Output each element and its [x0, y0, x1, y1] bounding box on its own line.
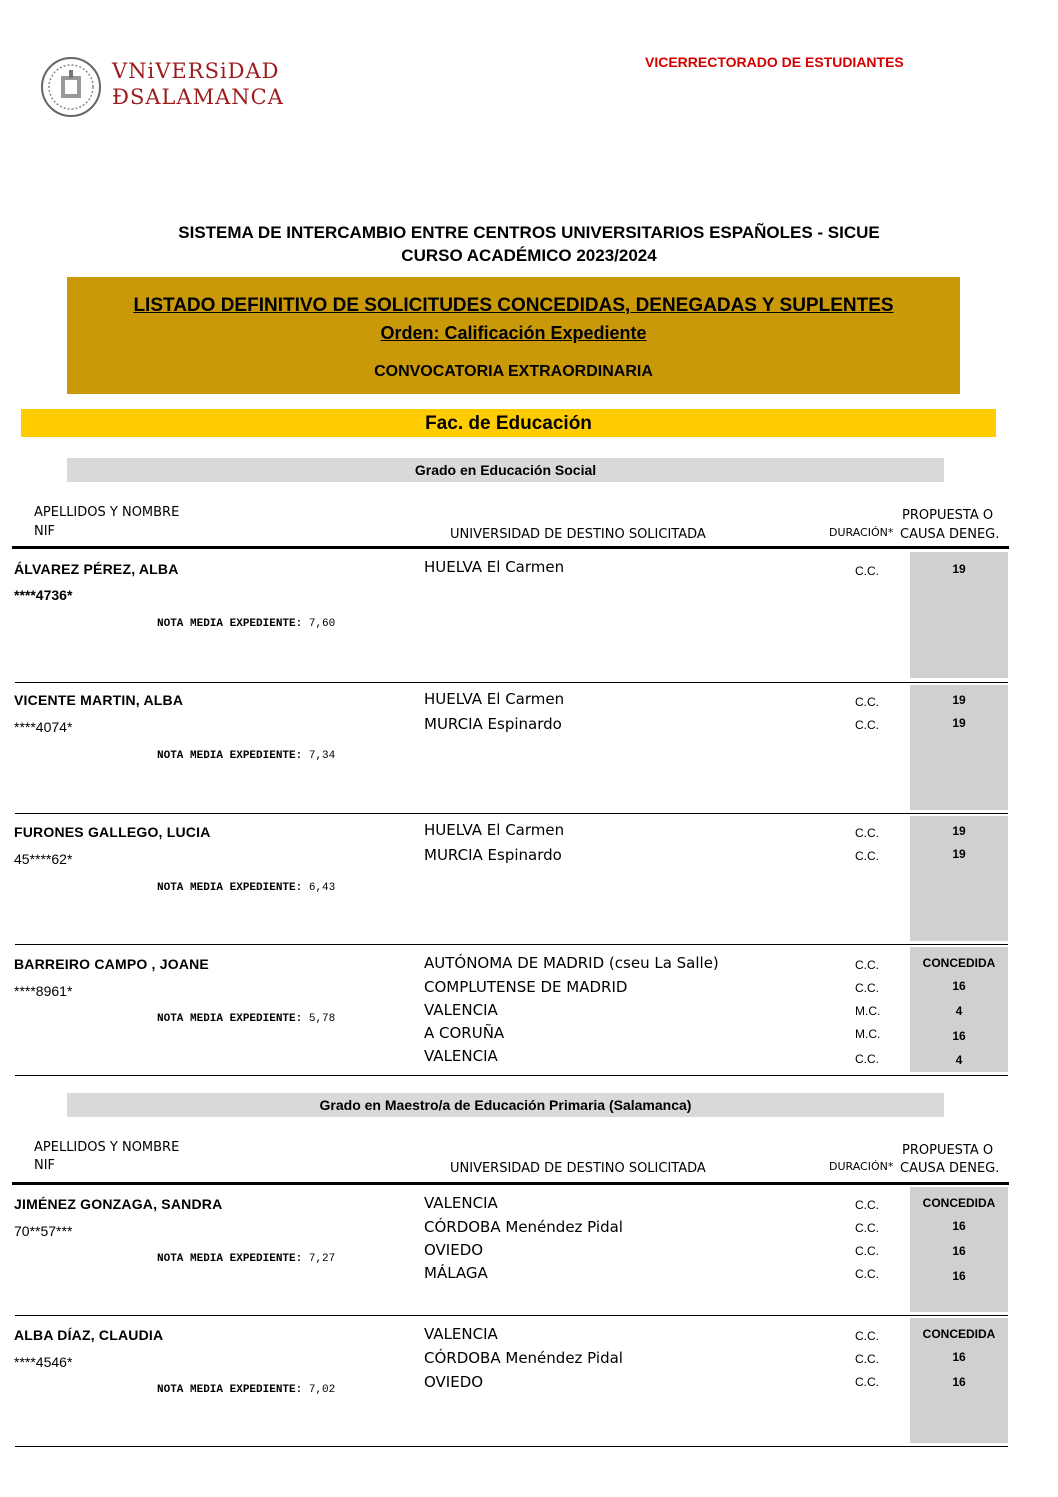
- destination: MURCIA Espinardo: [424, 715, 562, 733]
- destination: CÓRDOBA Menéndez Pidal: [424, 1349, 623, 1367]
- nota-label: NOTA MEDIA EXPEDIENTE:: [157, 1384, 303, 1396]
- nota-media: [157, 618, 335, 630]
- duration: C.C.: [855, 849, 879, 863]
- col-header-prop1: PROPUESTA O: [902, 508, 994, 523]
- student-nif: ****4736*: [14, 587, 73, 603]
- destination: CÓRDOBA Menéndez Pidal: [424, 1218, 623, 1236]
- proposal: 16: [952, 1375, 966, 1389]
- student-name: ALBA DÍAZ, CLAUDIA: [14, 1327, 164, 1343]
- destination: A CORUÑA: [424, 1024, 505, 1042]
- proposal: CONCEDIDA: [922, 1327, 996, 1341]
- student-name: JIMÉNEZ GONZAGA, SANDRA: [14, 1196, 223, 1212]
- proposal: 19: [952, 562, 966, 576]
- duration: C.C.: [855, 826, 879, 840]
- destination: HUELVA El Carmen: [424, 690, 565, 708]
- destination: VALENCIA: [424, 1194, 498, 1212]
- destination: OVIEDO: [424, 1373, 484, 1391]
- col-header-name: APELLIDOS Y NOMBRE: [34, 1140, 180, 1155]
- destination: MURCIA Espinardo: [424, 846, 562, 864]
- duration: M.C.: [855, 1027, 881, 1041]
- proposal: 16: [952, 1029, 966, 1043]
- col-header-dur: DURACIÓN*: [829, 1160, 894, 1173]
- faculty-bar: Fac. de Educación: [21, 409, 996, 437]
- header-divider: [12, 1182, 1009, 1185]
- logo-wordmark: [112, 58, 284, 110]
- col-header-name: APELLIDOS Y NOMBRE: [34, 505, 180, 520]
- student-nif: ****4074*: [14, 719, 73, 735]
- nota-label: NOTA MEDIA EXPEDIENTE:: [157, 750, 303, 762]
- nota-media: [157, 750, 335, 762]
- row-divider: [15, 1315, 1008, 1316]
- row-divider: [15, 813, 1008, 814]
- student-nif: ****4546*: [14, 1354, 73, 1370]
- duration: C.C.: [855, 695, 879, 709]
- destination: OVIEDO: [424, 1241, 484, 1259]
- col-header-dest: UNIVERSIDAD DE DESTINO SOLICITADA: [450, 527, 706, 542]
- banner-call: CONVOCATORIA EXTRAORDINARIA: [374, 363, 653, 380]
- student-name: BARREIRO CAMPO , JOANE: [14, 956, 209, 972]
- student-nif: ****8961*: [14, 983, 73, 999]
- destination: HUELVA El Carmen: [424, 821, 565, 839]
- nota-label: NOTA MEDIA EXPEDIENTE:: [157, 1013, 303, 1025]
- nota-value: 6,43: [308, 882, 336, 894]
- proposal: CONCEDIDA: [922, 1196, 996, 1210]
- course-title: CURSO ACADÉMICO 2023/2024: [401, 246, 657, 265]
- nota-media: [157, 882, 335, 894]
- vicerrectorado-label: VICERRECTORADO DE ESTUDIANTES: [645, 54, 904, 70]
- student-nif: 70**57***: [14, 1223, 73, 1239]
- student-name: FURONES GALLEGO, LUCIA: [14, 824, 211, 840]
- proposal: 4: [955, 1004, 963, 1018]
- logo-line2: ÐSALAMANCA: [112, 85, 284, 109]
- col-header-nif: NIF: [34, 524, 56, 539]
- duration: C.C.: [855, 1375, 879, 1389]
- proposal: 19: [952, 716, 966, 730]
- header-divider: [12, 546, 1009, 549]
- university-logo: [40, 52, 290, 118]
- duration: C.C.: [855, 718, 879, 732]
- destination: COMPLUTENSE DE MADRID: [424, 978, 628, 996]
- proposal: 16: [952, 1219, 966, 1233]
- row-divider: [15, 682, 1008, 683]
- nota-media: [157, 1253, 335, 1265]
- duration: C.C.: [855, 1352, 879, 1366]
- proposal: 16: [952, 1269, 966, 1283]
- student-nif: 45****62*: [14, 851, 73, 867]
- destination: VALENCIA: [424, 1047, 498, 1065]
- nota-value: 7,34: [308, 750, 336, 762]
- row-divider: [15, 944, 1008, 945]
- proposal: 16: [952, 979, 966, 993]
- banner-order: Orden: Calificación Expediente: [380, 323, 647, 343]
- duration: C.C.: [855, 564, 879, 578]
- destination: VALENCIA: [424, 1001, 498, 1019]
- proposal: 19: [952, 847, 966, 861]
- destination: HUELVA El Carmen: [424, 558, 565, 576]
- program-title: SISTEMA DE INTERCAMBIO ENTRE CENTROS UNIVERSITARIOS ESPAÑOLES - SICUE: [178, 223, 880, 242]
- col-header-prop2: CAUSA DENEG.: [900, 1161, 1000, 1176]
- nota-media: [157, 1384, 335, 1396]
- student-name: ÁLVAREZ PÉREZ, ALBA: [14, 561, 179, 577]
- col-header-dest: UNIVERSIDAD DE DESTINO SOLICITADA: [450, 1161, 706, 1176]
- proposal: 19: [952, 693, 966, 707]
- col-header-prop1: PROPUESTA O: [902, 1143, 994, 1158]
- student-name: VICENTE MARTIN, ALBA: [14, 692, 184, 708]
- duration: C.C.: [855, 1329, 879, 1343]
- destination: AUTÓNOMA DE MADRID (cseu La Salle): [424, 954, 719, 972]
- proposal: 19: [952, 824, 966, 838]
- row-divider: [15, 1446, 1008, 1447]
- col-header-dur: DURACIÓN*: [829, 526, 894, 539]
- duration: C.C.: [855, 958, 879, 972]
- banner-title: LISTADO DEFINITIVO DE SOLICITUDES CONCEDIDAS, DENEGADAS Y SUPLENTES: [133, 295, 894, 316]
- seal-icon: [40, 56, 102, 118]
- list-banner: [67, 277, 960, 394]
- duration: C.C.: [855, 1052, 879, 1066]
- proposal: 4: [955, 1053, 963, 1067]
- nota-value: 7,60: [308, 618, 336, 630]
- nota-media: [157, 1013, 335, 1025]
- destination: MÁLAGA: [424, 1264, 488, 1282]
- proposal: 16: [952, 1244, 966, 1258]
- nota-label: NOTA MEDIA EXPEDIENTE:: [157, 618, 303, 630]
- duration: C.C.: [855, 1198, 879, 1212]
- duration: M.C.: [855, 1004, 881, 1018]
- duration: C.C.: [855, 1267, 879, 1281]
- logo-line1: VNiVERSiDAD: [112, 59, 280, 83]
- duration: C.C.: [855, 1244, 879, 1258]
- col-header-nif: NIF: [34, 1158, 56, 1173]
- grado-title: Grado en Educación Social: [67, 458, 944, 482]
- nota-value: 5,78: [308, 1013, 336, 1025]
- nota-value: 7,27: [308, 1253, 336, 1265]
- duration: C.C.: [855, 1221, 879, 1235]
- grado-title: Grado en Maestro/a de Educación Primaria (Salamanca): [67, 1093, 944, 1117]
- col-header-prop2: CAUSA DENEG.: [900, 527, 1000, 542]
- proposal: 16: [952, 1350, 966, 1364]
- destination: VALENCIA: [424, 1325, 498, 1343]
- nota-label: NOTA MEDIA EXPEDIENTE:: [157, 1253, 303, 1265]
- nota-label: NOTA MEDIA EXPEDIENTE:: [157, 882, 303, 894]
- duration: C.C.: [855, 981, 879, 995]
- row-divider: [15, 1075, 1008, 1076]
- proposal: CONCEDIDA: [922, 956, 996, 970]
- nota-value: 7,02: [308, 1384, 336, 1396]
